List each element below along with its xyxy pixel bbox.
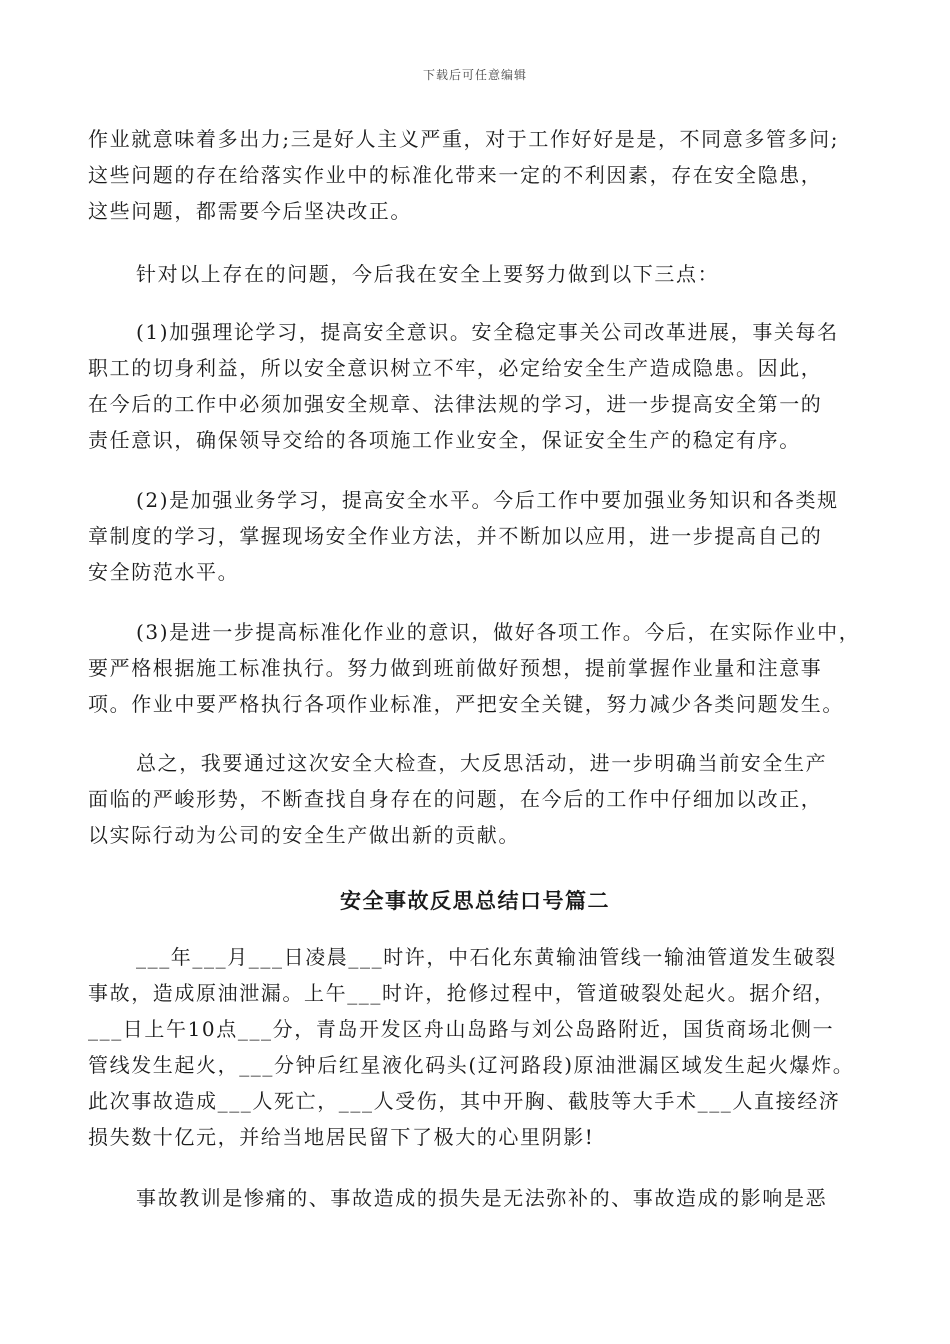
text-line: 项。作业中要严格执行各项作业标准，严把安全关键，努力减少各类问题发生。 (88, 692, 844, 716)
section-title: 安全事故反思总结口号篇二 (340, 888, 610, 913)
text-line: (3)是进一步提高标准化作业的意识，做好各项工作。今后，在实际作业中， (136, 620, 861, 644)
text-line: ___日上午10点___分，青岛开发区舟山岛路与刘公岛路附近，国货商场北侧一 (88, 1017, 835, 1041)
text-line: 作业就意味着多出力;三是好人主义严重，对于工作好好是是，不同意多管多问; (88, 127, 840, 151)
text-line: 面临的严峻形势，不断查找自身存在的问题，在今后的工作中仔细加以改正， (88, 787, 823, 811)
text-line: 事故教训是惨痛的、事故造成的损失是无法弥补的、事故造成的影响是恶 (136, 1186, 828, 1210)
text-line: 责任意识，确保领导交给的各项施工作业安全，保证安全生产的稳定有序。 (88, 428, 801, 452)
text-line: 要严格根据施工标准执行。努力做到班前做好预想，提前掌握作业量和注意事 (88, 656, 823, 680)
text-line: ___年___月___日凌晨___时许，中石化东黄输油管线一输油管道发生破裂 (136, 945, 837, 969)
text-line: 此次事故造成___人死亡，___人受伤，其中开胸、截肢等大手术___人直接经济 (88, 1089, 841, 1113)
paragraph-lesson (88, 1180, 866, 1216)
text-line: 损失数十亿元，并给当地居民留下了极大的心里阴影! (88, 1125, 595, 1149)
paragraph-point-1 (88, 314, 866, 458)
text-line: 章制度的学习，掌握现场安全作业方法，并不断加以应用，进一步提高自己的 (88, 524, 823, 548)
text-line: 职工的切身利益，所以安全意识树立不牢，必定给安全生产造成隐患。因此， (88, 356, 823, 380)
text-line: 安全防范水平。 (88, 560, 240, 584)
text-line: 总之，我要通过这次安全大检查，大反思活动，进一步明确当前安全生产 (136, 751, 828, 775)
paragraph-continuation (88, 121, 866, 229)
text-line: 事故，造成原油泄漏。上午___时许，抢修过程中，管道破裂处起火。据介绍， (88, 981, 836, 1005)
text-line: (2)是加强业务学习，提高安全水平。今后工作中要加强业务知识和各类规 (136, 488, 839, 512)
text-line: 这些问题，都需要今后坚决改正。 (88, 199, 412, 223)
text-line: 以实际行动为公司的安全生产做出新的贡献。 (88, 823, 520, 847)
text-line: 在今后的工作中必须加强安全规章、法律法规的学习，进一步提高安全第一的 (88, 392, 823, 416)
paragraph-point-2 (88, 482, 866, 590)
paragraph-conclusion (88, 745, 866, 853)
paragraph-incident (88, 939, 866, 1155)
text-line: 管线发生起火，___分钟后红星液化码头(辽河路段)原油泄漏区域发生起火爆炸。 (88, 1053, 855, 1077)
text-line: (1)加强理论学习，提高安全意识。安全稳定事关公司改革进展，事关每名 (136, 320, 839, 344)
text-line: 这些问题的存在给落实作业中的标准化带来一定的不利因素，存在安全隐患， (88, 163, 823, 187)
paragraph-point-3 (88, 614, 866, 722)
text-line: 针对以上存在的问题，今后我在安全上要努力做到以下三点： (136, 262, 720, 286)
paragraph-intro-three-points (88, 256, 866, 292)
download-note: 下载后可任意编辑 (422, 68, 527, 82)
